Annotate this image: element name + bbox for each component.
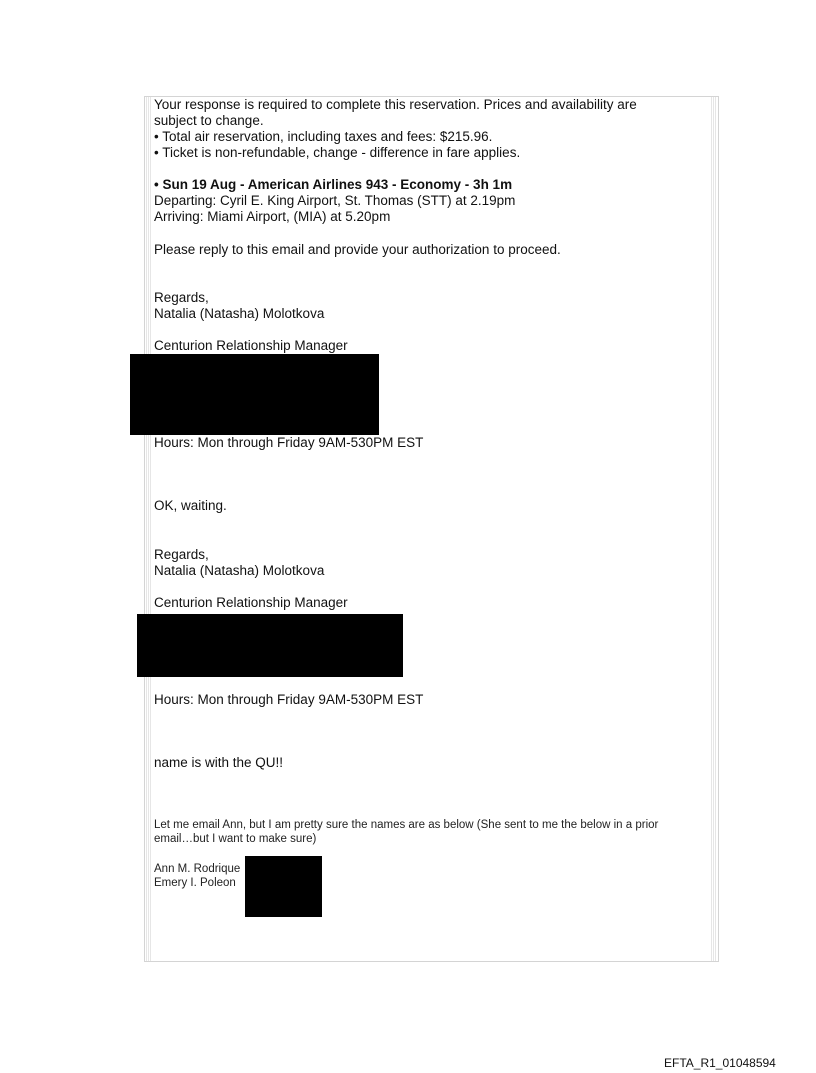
total-reservation-bullet: • Total air reservation, including taxes and fees: $215.96.	[154, 129, 493, 144]
signature-1-hours: Hours: Mon through Friday 9AM-530PM EST	[154, 435, 424, 450]
flight-arriving: Arriving: Miami Airport, (MIA) at 5.20pm	[154, 209, 391, 224]
document-id-footer: EFTA_R1_01048594	[664, 1056, 776, 1070]
signature-1-regards: Regards,	[154, 290, 209, 305]
reply-request: Please reply to this email and provide your authorization to proceed.	[154, 242, 561, 257]
signature-2-title: Centurion Relationship Manager	[154, 595, 348, 610]
signature-2-name: Natalia (Natasha) Molotkova	[154, 563, 325, 578]
signature-1-title: Centurion Relationship Manager	[154, 338, 348, 353]
right-border-rule	[711, 97, 717, 961]
signature-2-regards: Regards,	[154, 547, 209, 562]
response-required-line-2: subject to change.	[154, 113, 264, 128]
flight-departing: Departing: Cyril E. King Airport, St. Thomas (STT) at 2.19pm	[154, 193, 516, 208]
redaction-block	[130, 354, 379, 435]
small-note-line-1: Let me email Ann, but I am pretty sure the names are as below (She sent to me the below in a prior	[154, 819, 659, 831]
non-refundable-bullet: • Ticket is non-refundable, change - difference in fare applies.	[154, 145, 521, 160]
response-required-line-1: Your response is required to complete this reservation. Prices and availability are	[154, 97, 637, 112]
signature-1-name: Natalia (Natasha) Molotkova	[154, 306, 325, 321]
redaction-block	[245, 856, 322, 917]
reply-ok-waiting: OK, waiting.	[154, 498, 227, 513]
left-border-rule	[146, 97, 152, 961]
signature-2-hours: Hours: Mon through Friday 9AM-530PM EST	[154, 692, 424, 707]
redaction-block	[137, 614, 403, 677]
reply-name-with-qu: name is with the QU!!	[154, 755, 284, 770]
flight-heading: • Sun 19 Aug - American Airlines 943 - Economy - 3h 1m	[154, 177, 513, 192]
small-note-line-2: email…but I want to make sure)	[154, 833, 317, 845]
name-entry-1: Ann M. Rodrique	[154, 863, 241, 875]
name-entry-2: Emery I. Poleon	[154, 877, 236, 889]
